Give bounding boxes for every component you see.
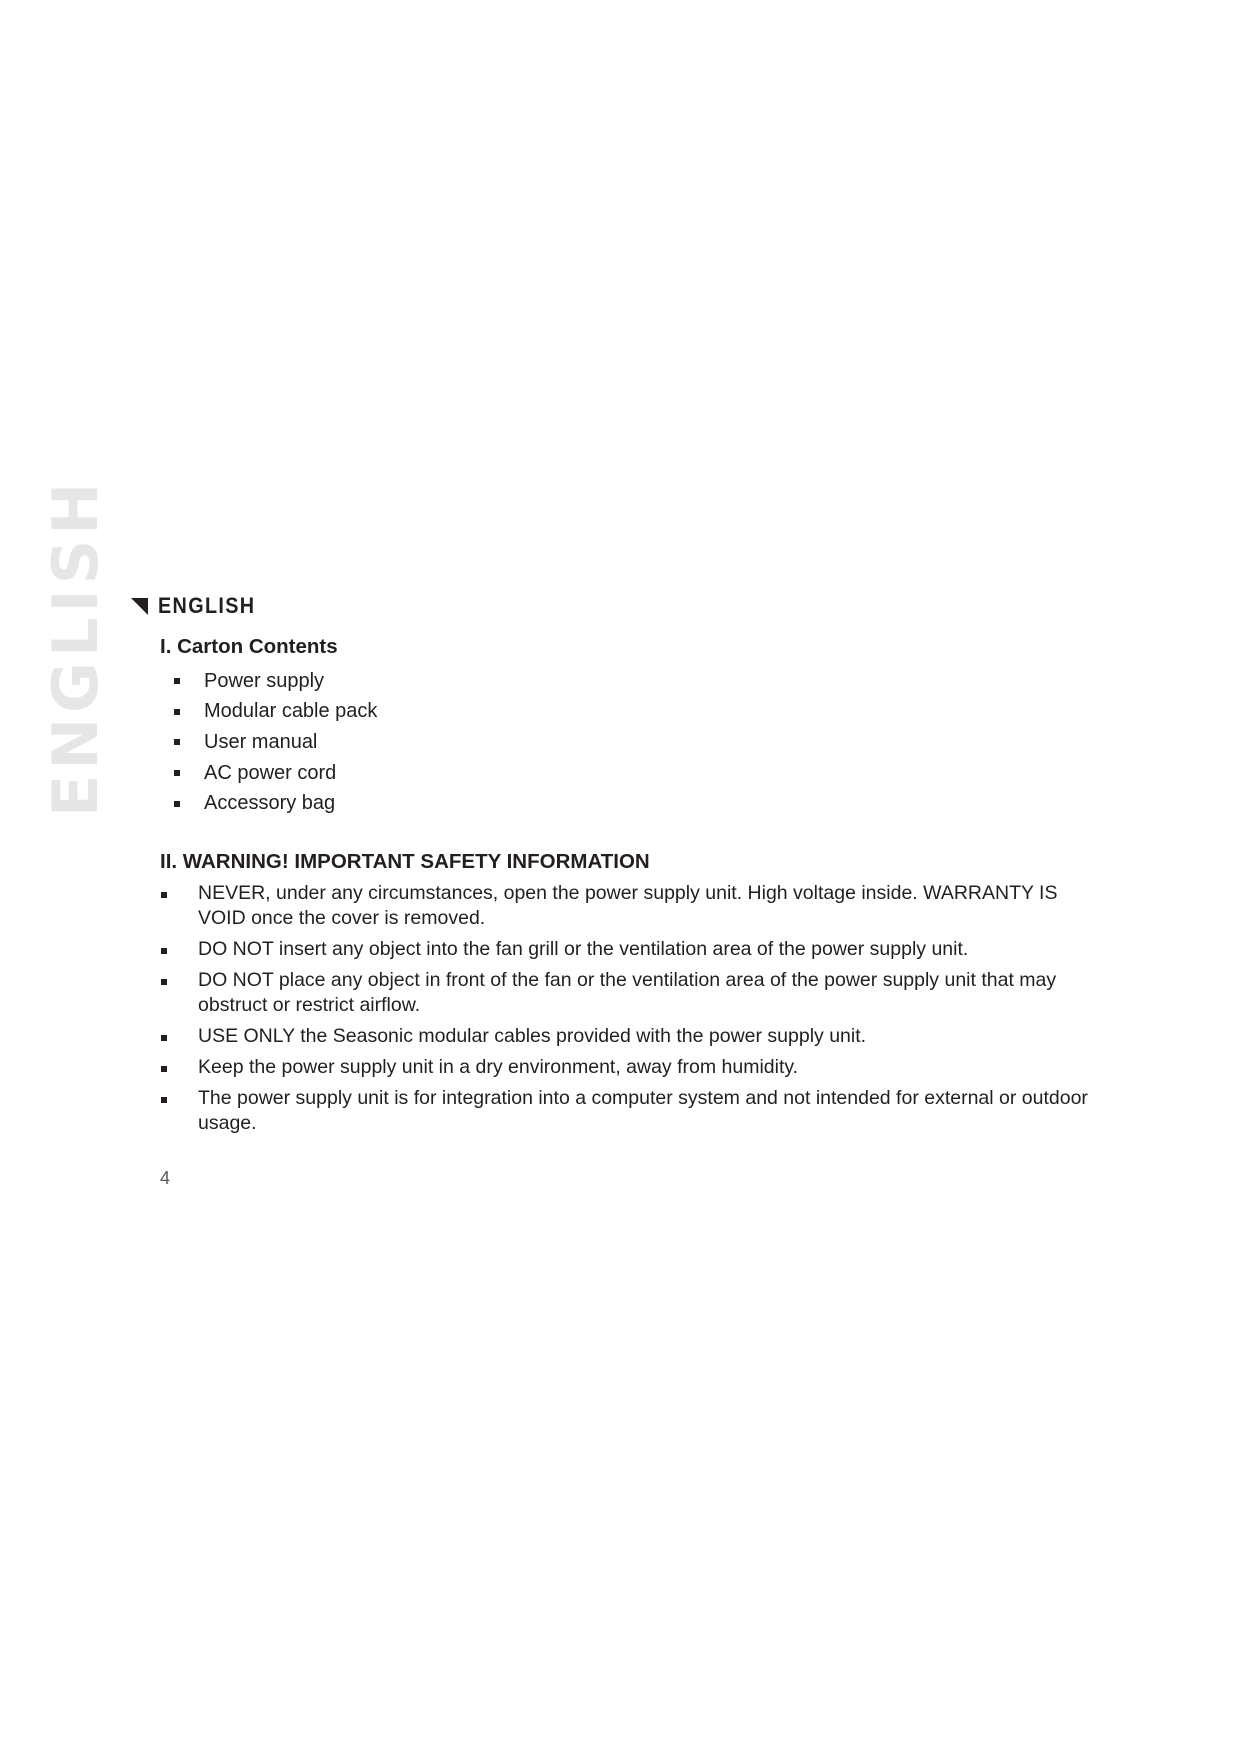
square-bullet-icon	[174, 770, 180, 776]
square-bullet-icon	[161, 1097, 167, 1103]
list-item: NEVER, under any circumstances, open the power supply unit. High voltage inside. WARRANTY IS VOID once the cover is removed.	[160, 881, 1090, 931]
square-bullet-icon	[161, 948, 167, 954]
language-header	[131, 593, 266, 619]
list-item: The power supply unit is for integration into a computer system and not intended for external or outdoor usage.	[160, 1086, 1090, 1136]
list-item: DO NOT place any object in front of the fan or the ventilation area of the power supply unit that may obstruct or restrict airflow.	[160, 968, 1090, 1018]
square-bullet-icon	[161, 979, 167, 985]
square-bullet-icon	[161, 1035, 167, 1041]
corner-triangle-icon	[131, 598, 148, 615]
list-item: USE ONLY the Seasonic modular cables provided with the power supply unit.	[160, 1024, 1090, 1049]
list-item: Keep the power supply unit in a dry environment, away from humidity.	[160, 1055, 1090, 1080]
square-bullet-icon	[174, 709, 180, 715]
list-item: Power supply	[174, 666, 377, 697]
safety-information-title: II. WARNING! IMPORTANT SAFETY INFORMATION	[160, 850, 650, 873]
square-bullet-icon	[161, 1066, 167, 1072]
page-number: 4	[160, 1168, 171, 1188]
side-language-label: ENGLISH	[39, 477, 113, 817]
square-bullet-icon	[174, 739, 180, 745]
side-language-tab	[36, 477, 116, 817]
language-title: ENGLISH	[158, 593, 256, 618]
carton-contents-title: I. Carton Contents	[160, 635, 338, 658]
list-item: Modular cable pack	[174, 697, 377, 728]
carton-contents-list	[174, 666, 377, 819]
list-item: DO NOT insert any object into the fan grill or the ventilation area of the power supply unit.	[160, 937, 1090, 962]
list-item: User manual	[174, 727, 377, 758]
square-bullet-icon	[161, 892, 167, 898]
square-bullet-icon	[174, 801, 180, 807]
list-item: AC power cord	[174, 758, 377, 789]
square-bullet-icon	[174, 678, 180, 684]
safety-information-list	[160, 881, 1090, 1142]
list-item: Accessory bag	[174, 788, 377, 819]
